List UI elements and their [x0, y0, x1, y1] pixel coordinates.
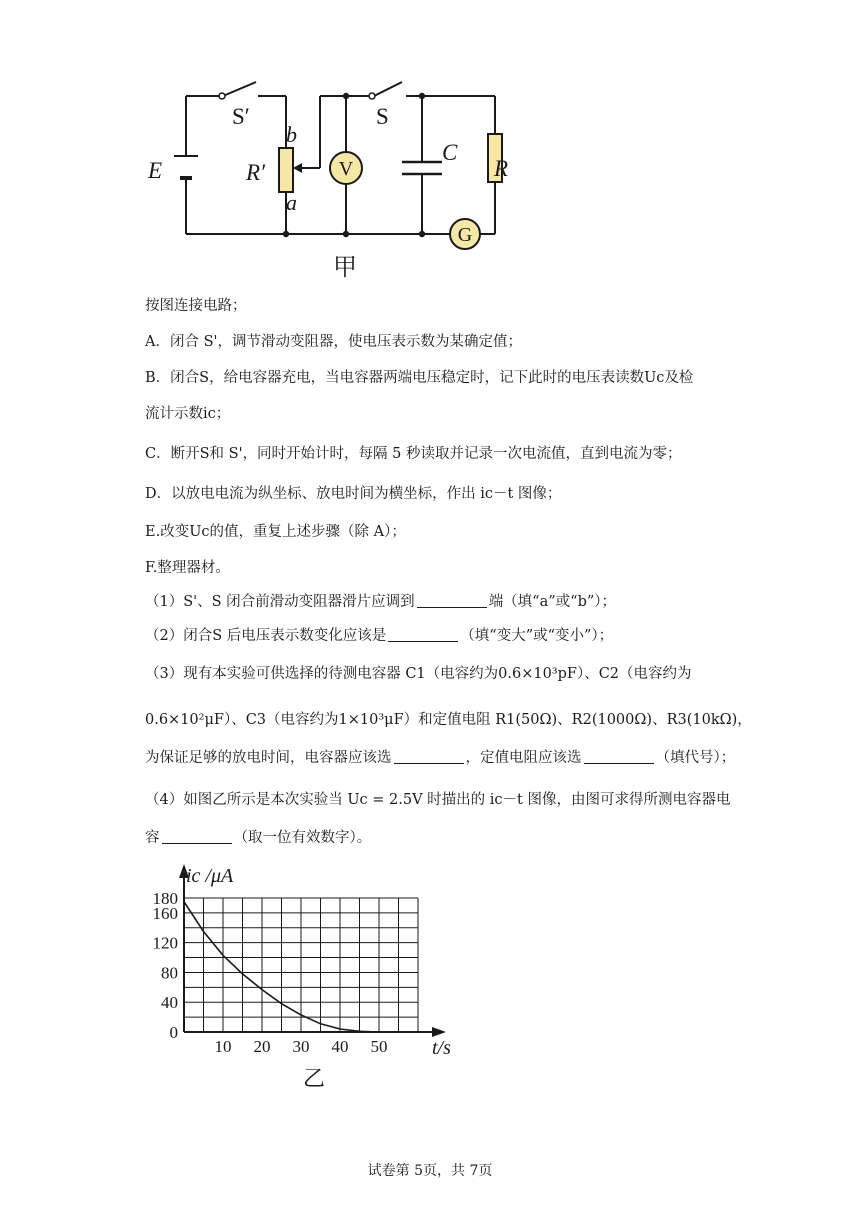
- label-R-prime: R′: [246, 160, 266, 185]
- y-tick-label: 180: [152, 889, 178, 908]
- question-3-line1: （3）现有本实验可供选择的待测电容器 C1（电容约为0.6×10³pF）、C2（电容约为: [145, 666, 692, 682]
- chart-caption: 乙: [302, 1067, 326, 1092]
- y-axis-label: ic /μA: [186, 865, 234, 887]
- question-4-line2: [145, 828, 845, 848]
- step-D: D．以放电电流为纵坐标、放电时间为横坐标，作出 ic－t 图像；: [145, 486, 562, 502]
- y-tick-label: 120: [152, 933, 178, 953]
- step-B-line1: B．闭合S，给电容器充电，当电容器两端电压稳定时，记下此时的电压表读数Uc及检: [145, 370, 694, 386]
- step-B-line2: 流计示数ic；: [145, 406, 231, 422]
- y-tick-label: 40: [161, 993, 178, 1013]
- q1-text-a: （1）S'、S 闭合前滑动变阻器滑片应调到: [145, 594, 415, 610]
- label-C: C: [442, 140, 458, 165]
- label-E: E: [148, 158, 163, 183]
- q3-text-a: 为保证足够的放电时间，电容器应该选: [145, 750, 392, 766]
- chart-grid: [184, 898, 418, 1032]
- y-tick-labels: [153, 889, 179, 1042]
- q3-text-c: （填代号）；: [655, 750, 736, 766]
- step-intro: 按图连接电路；: [145, 298, 247, 314]
- x-tick-label: 20: [253, 1037, 271, 1056]
- q2-text-a: （2）闭合S 后电压表示数变化应该是: [145, 628, 387, 644]
- x-tick-label: 10: [214, 1037, 232, 1056]
- q4-answer-blank[interactable]: [162, 829, 232, 844]
- q2-text-b: （填“变大”或“变小”）；: [460, 628, 614, 644]
- x-tick-label: 50: [370, 1037, 388, 1056]
- question-1: [145, 592, 845, 612]
- x-tick-label: 40: [331, 1037, 349, 1056]
- y-tick-label: 160: [152, 903, 178, 923]
- circuit-diagram: [140, 70, 510, 285]
- label-S-prime: S′: [232, 104, 250, 129]
- label-G: G: [457, 224, 473, 246]
- q1-text-b: 端（填“a”或“b”）；: [488, 594, 617, 610]
- question-2: [145, 626, 845, 646]
- question-3-line2: 0.6×10²μF）、C3（电容约为1×10³μF）和定值电阻 R1(50Ω)、R2(1000Ω)、R3(10kΩ)，: [145, 712, 752, 728]
- step-C: C．断开S和 S'，同时开始计时，每隔 5 秒读取并记录一次电流值，直到电流为零；: [145, 446, 682, 462]
- step-E: E.改变Uc的值，重复上述步骤（除 A）；: [145, 524, 406, 540]
- step-F: F.整理器材。: [145, 560, 230, 576]
- q1-answer-blank[interactable]: [417, 593, 487, 608]
- current-time-chart: [140, 860, 480, 1100]
- x-axis-label: t/s: [432, 1037, 451, 1059]
- q3-text-b: ，定值电阻应该选: [465, 750, 582, 766]
- q2-answer-blank[interactable]: [388, 627, 458, 642]
- y-tick-label: 80: [161, 963, 178, 983]
- step-A: A．闭合 S'，调节滑动变阻器，使电压表示数为某确定值；: [145, 334, 522, 350]
- page-footer: 试卷第 5页，共 7页: [367, 1163, 493, 1179]
- x-tick-labels: [215, 1037, 388, 1056]
- label-V: V: [338, 158, 354, 180]
- label-R: R: [493, 156, 508, 181]
- label-S: S: [376, 104, 389, 129]
- q4-text-b: （取一位有效数字）。: [233, 830, 372, 846]
- question-3-line3: [145, 748, 845, 768]
- x-axis-arrow: [432, 1027, 446, 1037]
- circuit-caption: 甲: [333, 253, 357, 281]
- y-tick-label: 0: [169, 1023, 178, 1042]
- q3-capacitor-blank[interactable]: [394, 749, 464, 764]
- question-4-line1: （4）如图乙所示是本次实验当 Uc = 2.5V 时描出的 ic－t 图像，由图可求得所测电容器电: [145, 792, 731, 808]
- label-b: b: [286, 122, 297, 147]
- q3-resistor-blank[interactable]: [584, 749, 654, 764]
- label-a: a: [286, 190, 297, 215]
- q4-text-a: 容: [145, 830, 160, 846]
- x-tick-label: 30: [292, 1037, 310, 1056]
